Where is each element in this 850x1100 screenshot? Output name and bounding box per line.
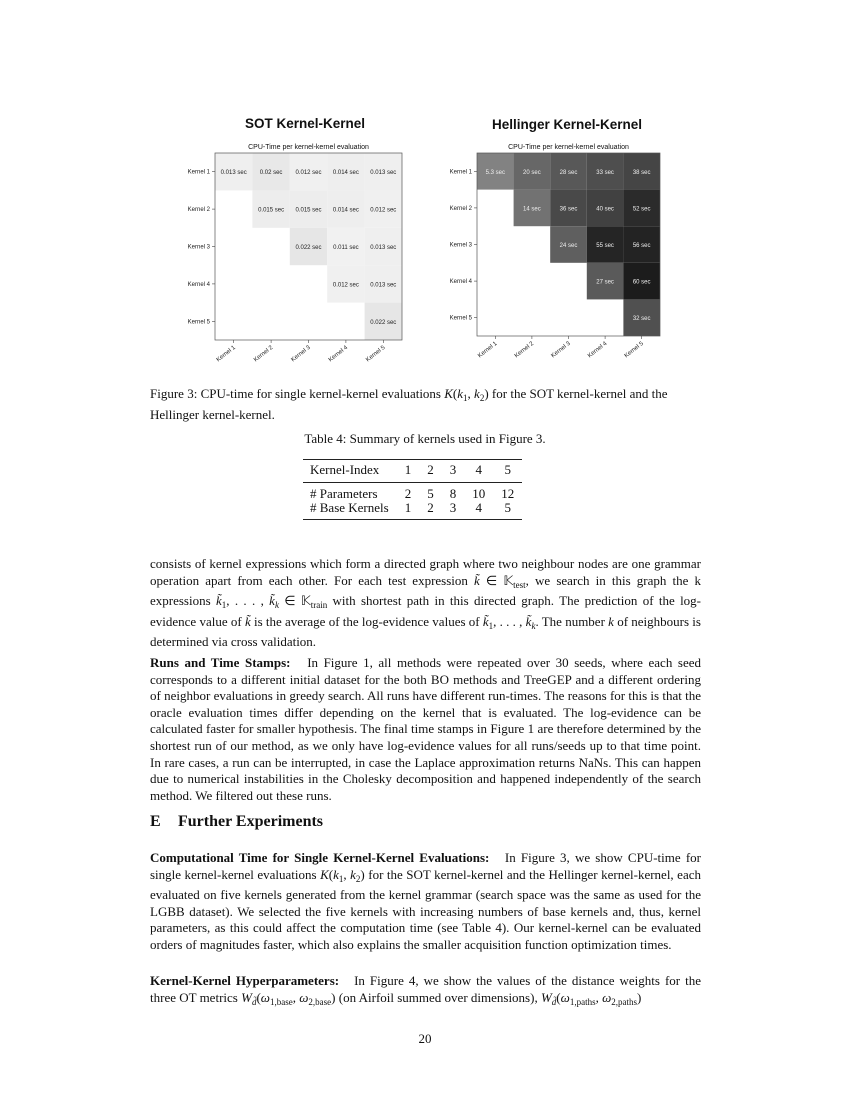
x-tick-label: Kernel 2 (253, 344, 275, 364)
para4-lead: Kernel-Kernel Hyperparameters: (150, 973, 340, 988)
heatmap-cell-label: 40 sec (596, 206, 614, 213)
table-header-cell: Kernel-Index (310, 462, 380, 477)
para1-text-c: with shortest path in this directed graph. The prediction of the log-evidence value of (150, 593, 702, 629)
table-cell: 5 (504, 500, 511, 515)
heatmap-subtitle: CPU-Time per kernel-kernel evaluation (248, 144, 369, 151)
heatmap-cell-label: 36 sec (559, 206, 578, 213)
table-header-cell: 2 (427, 462, 434, 477)
y-tick-label: Kernel 5 (187, 319, 210, 326)
para1-text-e: . The number (535, 613, 609, 629)
y-tick-label: Kernel 4 (449, 279, 472, 286)
section-number: E (150, 813, 161, 830)
figure-caption: Figure 3: CPU-time for single kernel-kernel evaluations $K(k_1$, $k_2$) for the SOT kernel-kernel and the Hellinger kernel-kernel. (150, 386, 668, 422)
para4-text-b: (on Airfoil summed over dimensions), (335, 989, 541, 1005)
table-cell: 4 (475, 500, 482, 515)
kernel-summary-table (303, 459, 522, 520)
table-row (303, 482, 522, 501)
y-tick-label: Kernel 5 (449, 315, 472, 322)
x-tick-label: Kernel 4 (587, 340, 609, 360)
heatmap-cell-label: 0.012 sec (295, 170, 322, 177)
paragraph-runs-time-stamps (150, 655, 701, 804)
para1-text-d: is the average of the log-evidence values of (250, 613, 483, 629)
x-tick-label: Kernel 3 (550, 340, 572, 360)
para3-text-a: In Figure 3, we show CPU-time for single kernel-kernel evaluations (150, 850, 701, 882)
left-figure-title: SOT Kernel-Kernel (244, 116, 366, 131)
section-heading (150, 814, 323, 831)
heatmap-cell-label: 0.022 sec (370, 319, 397, 326)
table-row (303, 501, 522, 519)
para1-text-f: of neighbours is determined via cross validation. (150, 613, 701, 650)
figure-caption-label: Figure 3: (150, 386, 198, 401)
y-tick-label: Kernel 3 (449, 242, 472, 249)
heatmap-cell-label: 0.013 sec (370, 170, 397, 177)
heatmap-cell-label: 0.012 sec (370, 207, 397, 214)
table-cell: 5 (427, 485, 434, 501)
table-caption: Table 4: Summary of kernels used in Figure 3. (304, 431, 546, 446)
heatmap-cell-label: 27 sec (596, 279, 614, 286)
para4-text-a: In Figure 4, we show the values of the distance weights for the three OT metrics (150, 973, 701, 1005)
heatmap-cell-label: 0.015 sec (258, 207, 285, 214)
heatmap-cell-label: 32 sec (632, 316, 651, 323)
heatmap-cell-label: 0.013 sec (370, 282, 397, 289)
figure-caption-text-b: for the SOT kernel-kernel and the Hellinger kernel-kernel. (150, 386, 668, 422)
y-tick-label: Kernel 4 (187, 281, 210, 288)
right-figure-title: Hellinger Kernel-Kernel (491, 117, 643, 132)
table-cell: 2 (427, 500, 434, 515)
heatmap-cell-label: 0.015 sec (295, 207, 322, 214)
para2-text: In Figure 1, all methods were repeated over 30 seeds, where each seed corresponds to a different initial dataset for the both BO methods and TreeGEP and a different ordering of neighbor evaluations in greedy search. All runs have different run-times. The reasons for this is that the oracle evaluation times differ depending on the kernel that is evaluated. The log-evidence can be calculated faster for smaller hypothesis. The final time stamps in Figure 1 are therefore determined by the shortest run of our method, as we only have log-evidence values for all runs/seeds up to that time point. In rare cases, a run can be interrupted, in case the Laplace approximation returns NaNs. This can happen due to numerical instabilities in the Cholesky decomposition and happened independently of the search method. We filtered out these runs. (150, 655, 701, 803)
x-tick-label: Kernel 5 (623, 340, 645, 360)
heatmap-cell-label: 0.014 sec (332, 170, 359, 177)
para2-lead: Runs and Time Stamps: (150, 655, 291, 670)
x-tick-label: Kernel 4 (327, 344, 350, 364)
page-number: 20 (418, 1031, 432, 1046)
para1-text-a: consists of kernel expressions which form a directed graph where two neighbour nodes are one grammar operation apart from each other. For each test expression (150, 556, 701, 588)
table-cell: 8 (449, 485, 457, 501)
hellinger-heatmap-svg (445, 140, 685, 380)
heatmap-cell-label: 0.022 sec (295, 245, 322, 251)
heatmap-cell-label: 28 sec (559, 169, 578, 176)
heatmap-cell-label: 52 sec (632, 206, 651, 213)
heatmap-cell-label: 0.013 sec (220, 170, 247, 177)
figure-caption-text-a: CPU-time for single kernel-kernel evaluations (197, 386, 445, 401)
math-k-k1-k2: K (444, 386, 453, 401)
paragraph-hyperparameters: Kernel-Kernel Hyperparameters: In Figure 4, we show the values of the distance weights for the three OT metrics $W_{d̃}(\omega_{1,base}$, $\omega_{2,base}$) (on Airfoil summed over dimensions), $W_{d̃}(\omega_{1,paths}$, $\omega_{2,paths}$) (150, 973, 701, 1007)
heatmap-subtitle: CPU-Time per kernel-kernel evaluation (508, 144, 629, 151)
heatmap-cell-label: 24 sec (559, 243, 578, 249)
heatmap-cell-label: 56 sec (632, 243, 651, 249)
x-tick-label: Kernel 1 (477, 340, 499, 360)
table-header-cell: 3 (449, 462, 457, 477)
para1-text-b: , we search in this graph the k expressions (150, 572, 702, 609)
table-cell: 1 (404, 500, 412, 515)
x-tick-label: Kernel 1 (215, 344, 237, 364)
hellinger-heatmap (445, 140, 685, 380)
heatmap-cell-label: 55 sec (596, 243, 614, 249)
table-header-row (303, 460, 522, 483)
heatmap-cell-label: 5.3 sec (485, 169, 505, 176)
section-title: Further Experiments (178, 813, 324, 830)
table-header-cell: 1 (404, 462, 412, 477)
table-cell: 10 (472, 485, 486, 501)
y-tick-label: Kernel 2 (449, 205, 472, 212)
paragraph-neighbours: consists of kernel expressions which form a directed graph where two neighbour nodes are one grammar operation apart from each other. For each test expression k̃ ∈ 𝕂$_{test}$, we search in this graph the k expressions $k̃_1$, . . . , $k̃_k$ ∈ 𝕂$_{train}$ with shortest path in this directed graph. The prediction of the log-evidence value of k̃ is the average of the log-evidence values of $k̃_1$, . . . , $k̃_k$. The number k of neighbours is determined via cross validation. (150, 556, 702, 650)
table-cell: 3 (449, 500, 457, 515)
table-cell: 12 (501, 485, 515, 501)
table-cell: # Base Kernels (310, 500, 389, 515)
x-tick-label: Kernel 3 (290, 344, 312, 364)
x-tick-label: Kernel 5 (365, 344, 387, 364)
table-header-cell: 4 (475, 462, 482, 477)
table-header-cell: 5 (504, 462, 511, 477)
sot-heatmap (180, 140, 420, 380)
para3-lead: Computational Time for Single Kernel-Kernel Evaluations: (150, 850, 490, 865)
y-tick-label: Kernel 3 (187, 244, 210, 251)
sot-heatmap-svg (180, 140, 420, 380)
y-tick-label: Kernel 1 (449, 169, 472, 176)
heatmap-cell-label: 20 sec (523, 169, 541, 176)
table-cell: # Parameters (310, 485, 378, 501)
y-tick-label: Kernel 2 (187, 207, 210, 214)
heatmap-cell-label: 38 sec (632, 169, 651, 176)
para3-text-b: for the SOT kernel-kernel and the Hellinger kernel-kernel, each evaluated on five kernels generated from the kernel grammar (search space was the same as used for the LGBB dataset). We selected the five kernels with increasing numbers of base kernels and, thus, kernel parameters, as this could affect the computation time (see Table 4). Our kernel-kernel can be evaluated orders of magnitudes faster, which also explains the smaller acquisition function optimization times. (150, 866, 701, 952)
x-tick-label: Kernel 2 (513, 340, 536, 360)
heatmap-cell-label: 14 sec (523, 206, 541, 213)
y-tick-label: Kernel 1 (187, 169, 210, 176)
table-cell: 2 (404, 485, 412, 501)
heatmap-cell-label: 60 sec (632, 279, 651, 286)
heatmap-cell-label: 0.011 sec (333, 245, 359, 251)
heatmap-cell-label: 0.02 sec (259, 170, 283, 177)
heatmap-cell-label: 33 sec (596, 169, 614, 176)
heatmap-cell-label: 0.014 sec (332, 207, 359, 214)
paragraph-computational-time: Computational Time for Single Kernel-Kernel Evaluations: In Figure 3, we show CPU-time for single kernel-kernel evaluations $K(k_1$, $k_2$) for the SOT kernel-kernel and the Hellinger kernel-kernel, each evaluated on five kernels generated from the kernel grammar (search space was the same as used for the LGBB dataset). We selected the five kernels with increasing numbers of base kernels and, thus, kernel parameters, as this could affect the computation time (see Table 4). Our kernel-kernel can be evaluated orders of magnitudes faster, which also explains the smaller acquisition function optimization times. (150, 850, 701, 952)
heatmap-cell-label: 0.013 sec (370, 245, 397, 251)
heatmap-cell-label: 0.012 sec (332, 282, 359, 289)
